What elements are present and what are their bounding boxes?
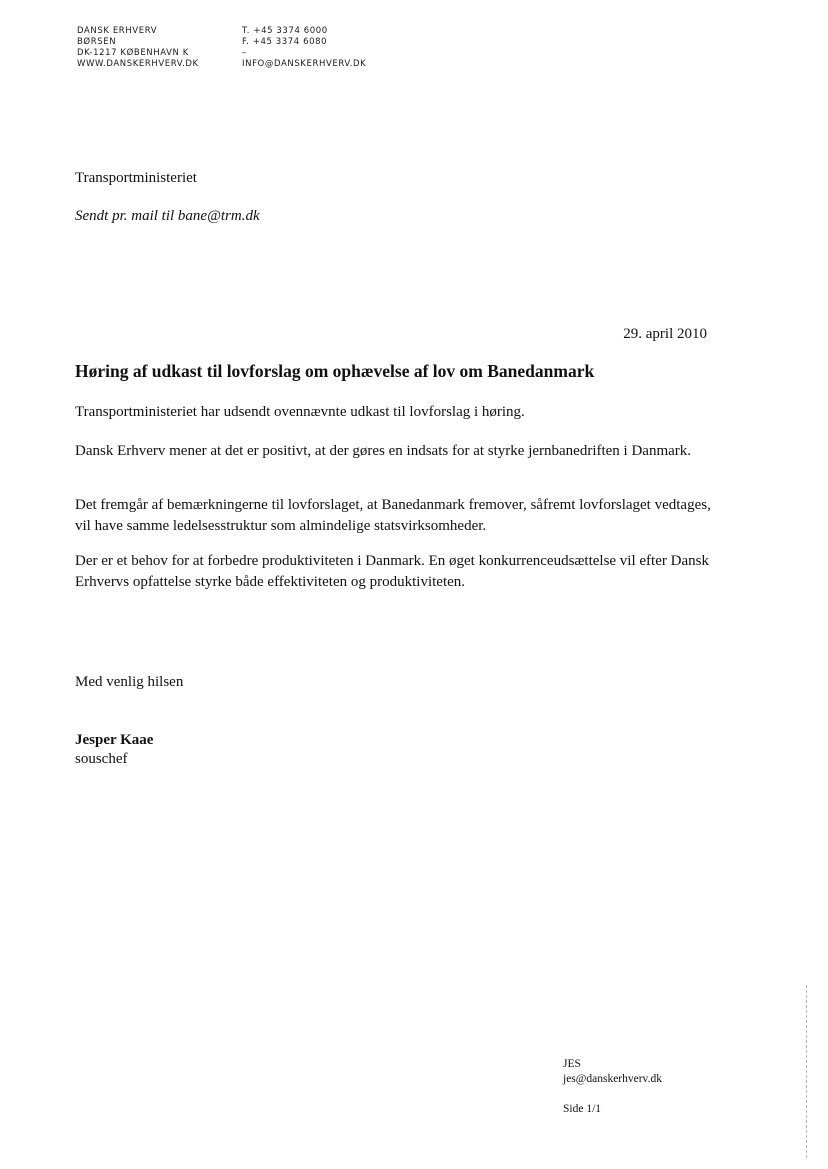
footer-email: jes@danskerhverv.dk <box>563 1073 662 1085</box>
paragraph-3: Det fremgår af bemærkningerne til lovforslaget, at Banedanmark fremover, såfremt lovforslaget vedtages, vil have samme ledelsesstruktur som almindelige statsvirksomheder. <box>75 497 711 534</box>
letterhead-fax: F. +45 3374 6080 <box>242 37 328 47</box>
paragraph-1: Transportministeriet har udsendt ovennævnte udkast til lovforslag i høring. <box>75 404 525 420</box>
letterhead-phone: T. +45 3374 6000 <box>242 26 328 36</box>
letterhead-email: INFO@DANSKERHVERV.DK <box>242 59 367 69</box>
letterhead-city: DK-1217 KØBENHAVN K <box>77 48 189 58</box>
recipient: Transportministeriet <box>75 170 197 186</box>
footer-page-number: Side 1/1 <box>563 1103 602 1115</box>
signature-name: Jesper Kaae <box>75 732 154 748</box>
footer-initials: JES <box>563 1058 581 1070</box>
paragraph-4: Der er et behov for at forbedre produktiviteten i Danmark. En øget konkurrenceudsættelse vil efter Dansk Erhvervs opfattelse styrke både effektiviteten og produktiviteten. <box>75 553 709 590</box>
letterhead-contact <box>242 26 366 70</box>
letterhead-company: DANSK ERHVERV <box>77 26 158 36</box>
signature-role: souschef <box>75 751 128 767</box>
scan-edge-artifact <box>806 985 807 1160</box>
paragraph-2: Dansk Erhverv mener at det er positivt, at der gøres en indsats for at styrke jernbanedriften i Danmark. <box>75 443 692 459</box>
letterhead-address <box>77 26 199 70</box>
sent-note: Sendt pr. mail til bane@trm.dk <box>75 208 260 224</box>
letterhead-street: BØRSEN <box>77 37 117 47</box>
letter-date: 29. april 2010 <box>623 326 707 342</box>
letter-title: Høring af udkast til lovforslag om ophævelse af lov om Banedanmark <box>75 361 595 381</box>
closing: Med venlig hilsen <box>75 674 184 690</box>
letterhead-dash: – <box>242 48 247 58</box>
letterhead-website: WWW.DANSKERHVERV.DK <box>77 59 199 69</box>
